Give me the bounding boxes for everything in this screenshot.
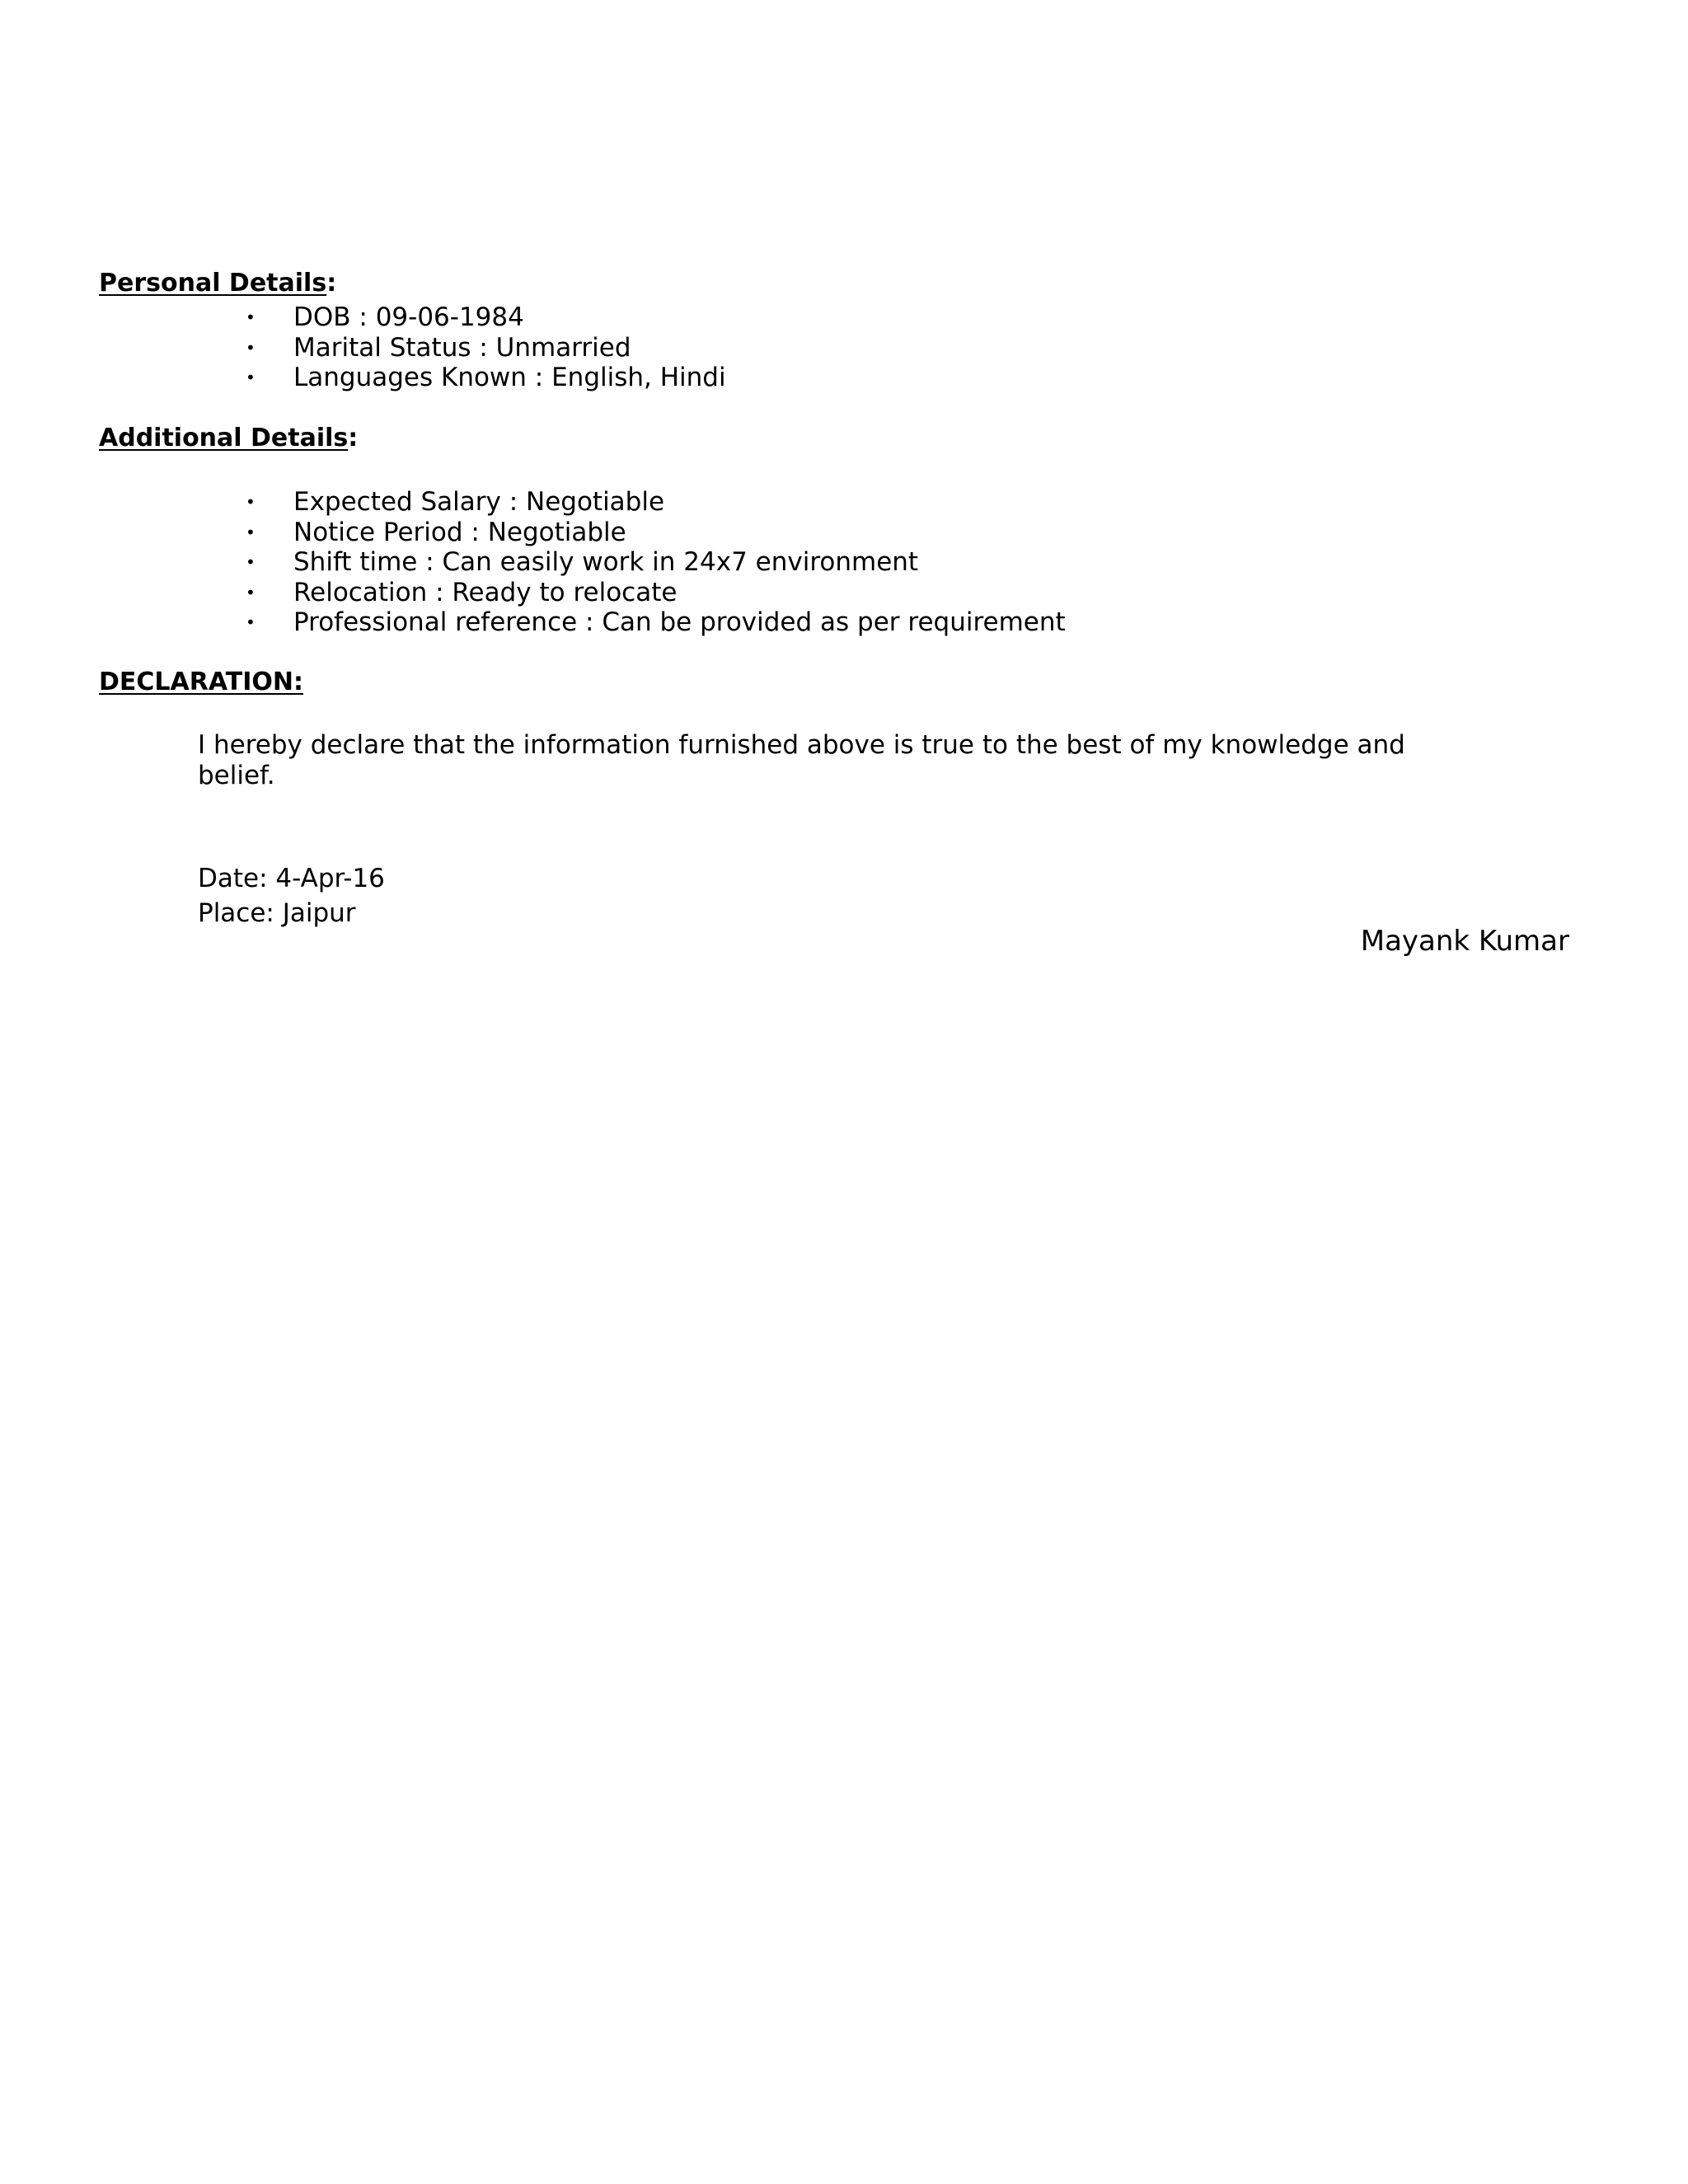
list-item-text: Marital Status : Unmarried xyxy=(293,332,631,363)
personal-details-heading-colon: : xyxy=(326,269,337,298)
list-item-text: Professional reference : Can be provided as per requirement xyxy=(293,607,1066,637)
list-item-text: Notice Period : Negotiable xyxy=(293,517,626,547)
bullet-icon: • xyxy=(246,492,256,512)
declaration-text: I hereby declare that the information furnished above is true to the best of my knowledge and belief. xyxy=(198,730,1405,790)
list-item xyxy=(241,363,726,393)
list-item xyxy=(241,487,1066,518)
additional-details-list xyxy=(241,487,1066,638)
list-item xyxy=(241,607,1066,638)
list-item-text: Expected Salary : Negotiable xyxy=(293,487,665,517)
date-line: Date: 4-Apr-16 xyxy=(198,864,385,893)
personal-details-heading xyxy=(99,269,336,298)
bullet-icon: • xyxy=(246,552,256,572)
list-item xyxy=(241,518,1066,548)
additional-details-heading xyxy=(99,424,358,453)
declaration-heading xyxy=(99,668,303,697)
bullet-icon: • xyxy=(246,522,256,542)
list-item xyxy=(241,547,1066,578)
list-item-text: Languages Known : English, Hindi xyxy=(293,363,726,392)
list-item xyxy=(241,302,726,333)
bullet-icon: • xyxy=(246,582,256,602)
list-item xyxy=(241,333,726,363)
personal-details-list xyxy=(241,302,726,393)
list-item xyxy=(241,578,1066,608)
additional-details-heading-colon: : xyxy=(348,424,359,452)
bullet-icon: • xyxy=(246,368,256,387)
list-item-text: Shift time : Can easily work in 24x7 environment xyxy=(293,547,919,577)
place-line: Place: Jaipur xyxy=(198,898,356,928)
bullet-icon: • xyxy=(246,307,256,327)
personal-details-heading-label: Personal Details xyxy=(99,269,327,298)
signature-name: Mayank Kumar xyxy=(1360,925,1569,958)
additional-details-heading-label: Additional Details xyxy=(99,424,349,452)
list-item-text: Relocation : Ready to relocate xyxy=(293,577,678,607)
bullet-icon: • xyxy=(246,337,256,358)
bullet-icon: • xyxy=(246,612,256,632)
declaration-heading-label: DECLARATION: xyxy=(99,668,303,696)
list-item-text: DOB : 09-06-1984 xyxy=(293,302,524,332)
